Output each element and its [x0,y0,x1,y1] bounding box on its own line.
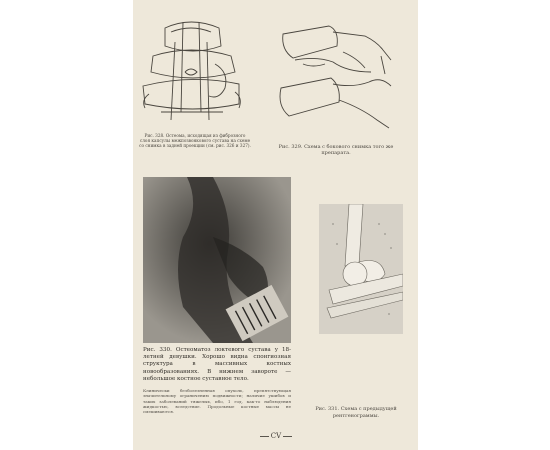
figure-329-caption: Рис. 329. Схема с бокового снимка того же препарата. [278,144,394,157]
book-page [133,0,418,450]
figure-331-radiograph [319,204,403,334]
figure-331-caption: Рис. 331. Схема с предыдущей рентгенограммы. [315,406,397,419]
figure-330-radiograph [143,177,291,343]
figure-329-drawing [273,16,401,134]
figure-328-drawing [135,12,247,130]
figure-330-caption: Рис. 330. Остеоматоз локтевого сустава у 18-летней девушки. Хорошо видна спонгиозная структура в массивных костных новообразованиях. В нижнем завороте — небольшое костное суставное тело. [143,347,291,382]
figure-328-caption: Рис. 328. Остеома, исходящая из фиброзного слоя капсулы межпозвонкового сустава на схеме со снимка в задней проекции (см. рис. 326 и 327). [139,133,251,149]
page-number: CV [256,432,296,440]
figure-330-note: Клинически безболезненная опухоль, препятствующая значительному ограничению подвижности; наличие ушибов и таких заболеваний тяжелых, ибо, 1 год, как-то наблюдения жидкостью, вследствие. Продольные костные массы не смешиваются. [143,388,291,415]
